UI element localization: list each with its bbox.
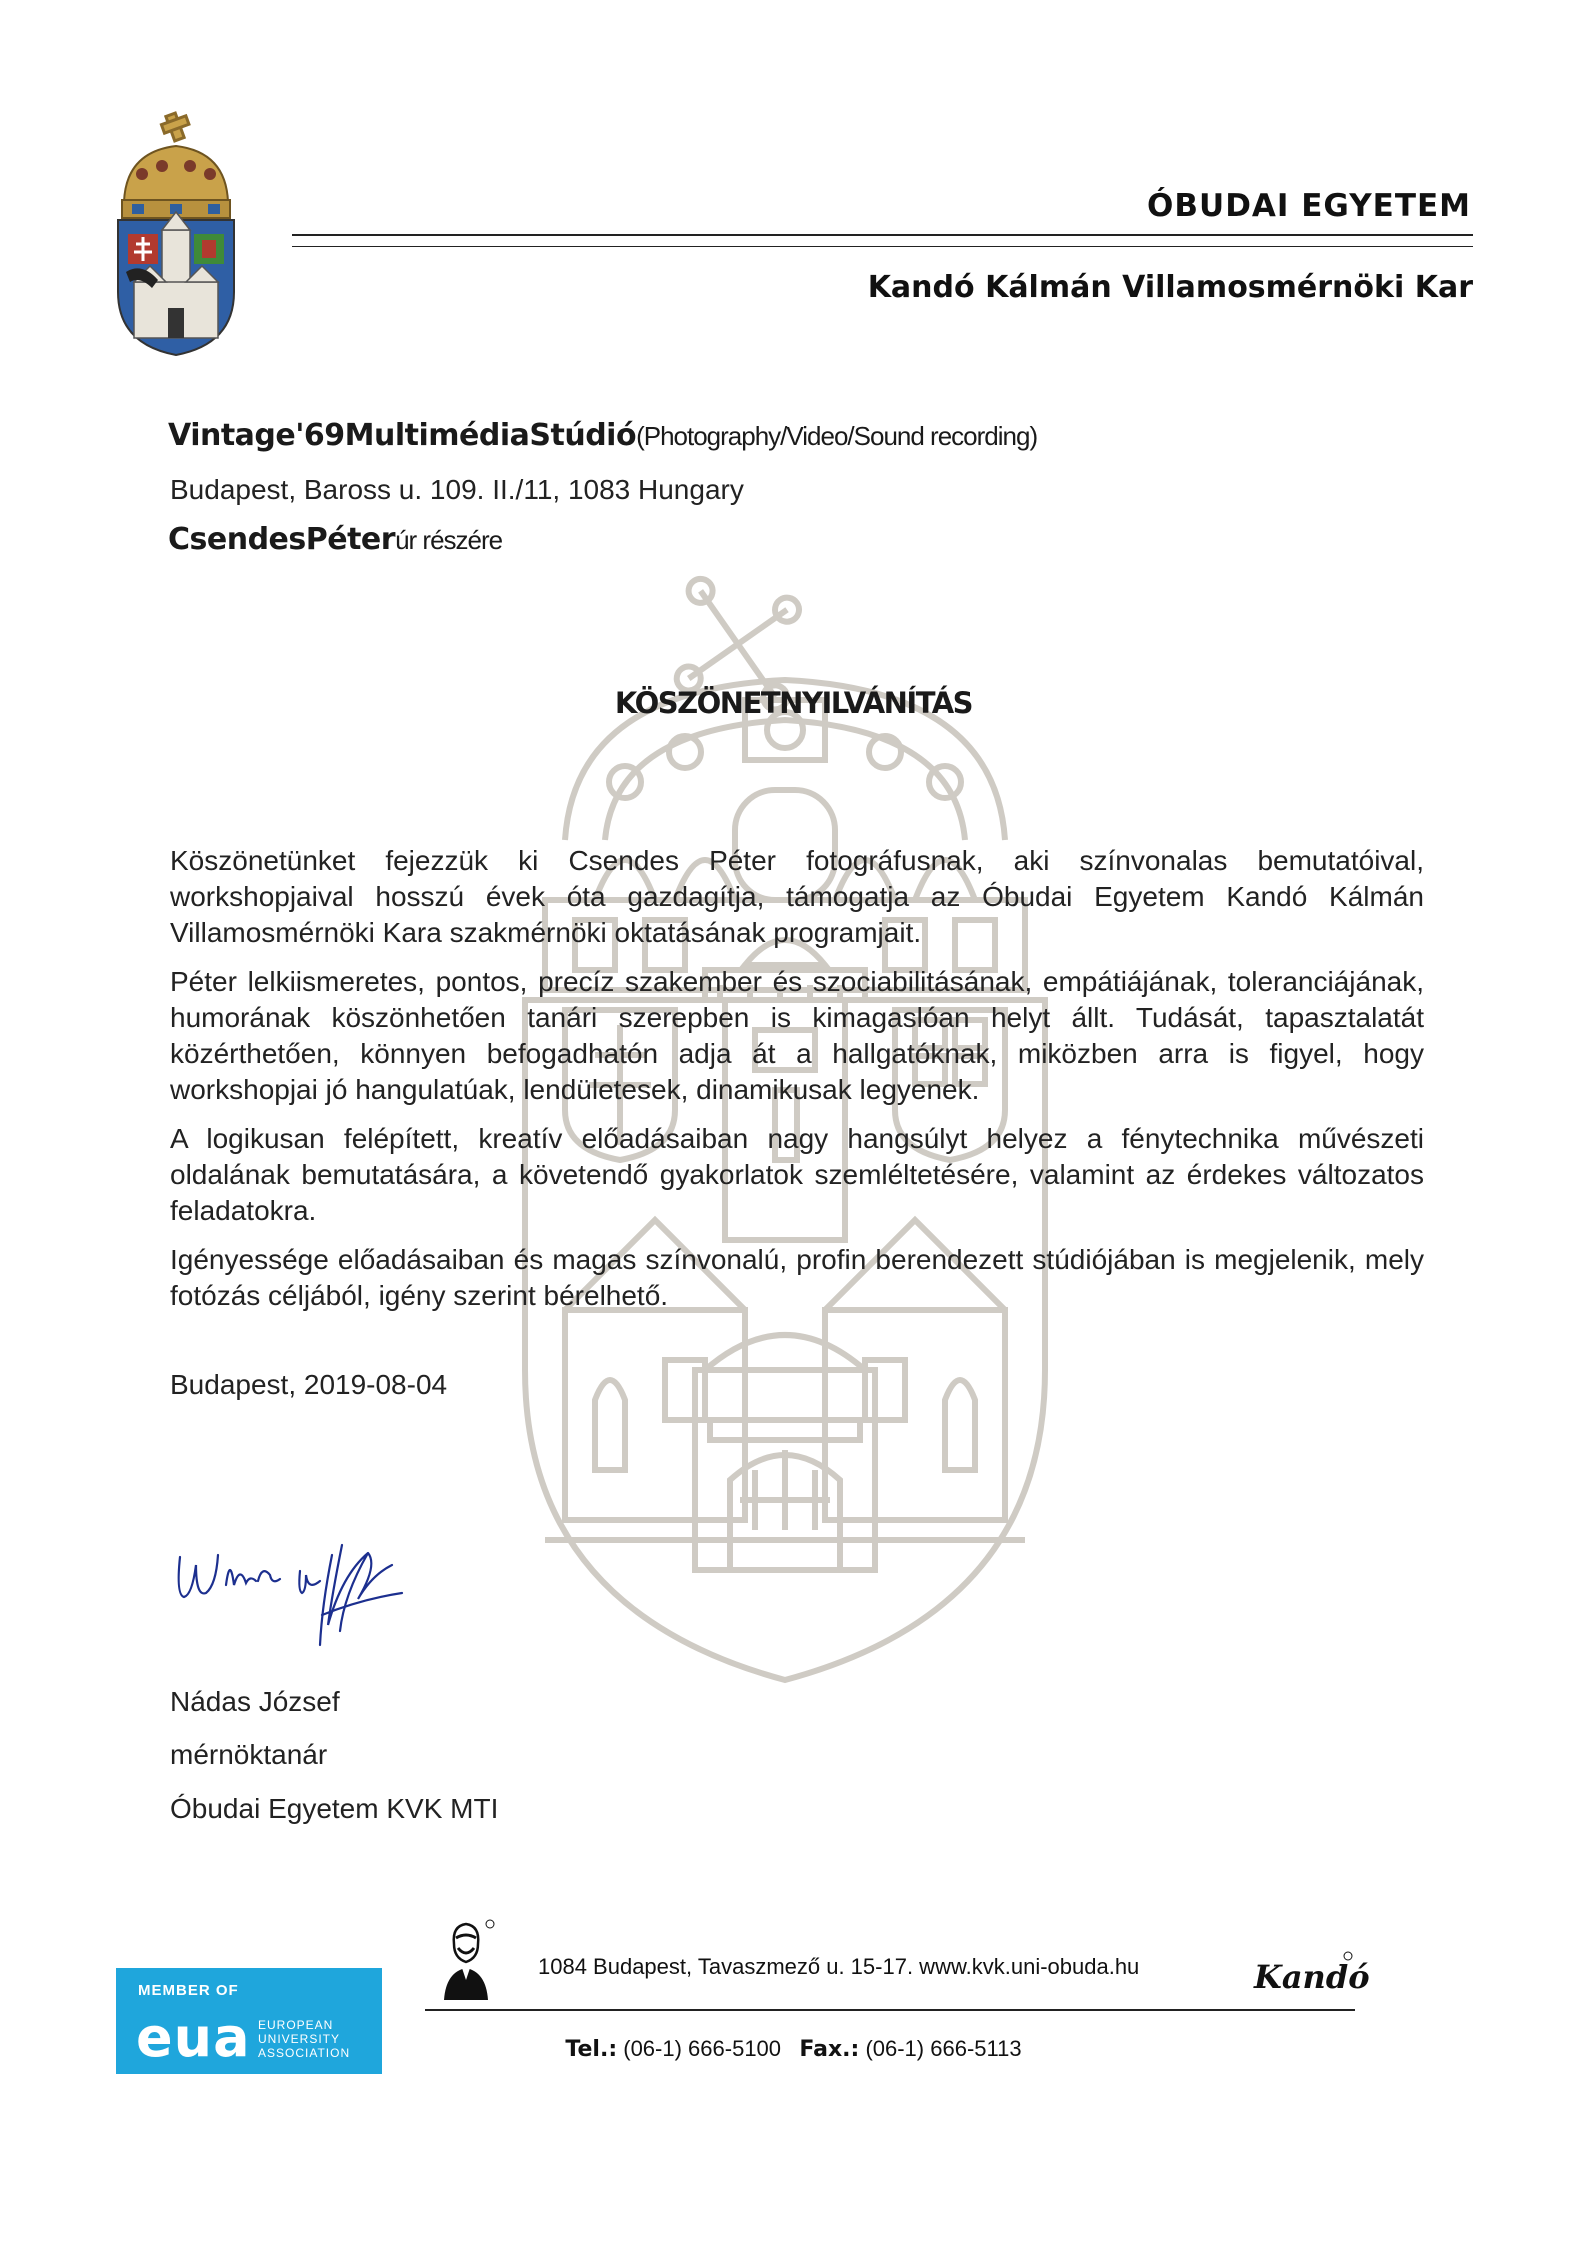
- recipient-name-note: úr részére: [395, 525, 503, 555]
- eua-member-label: MEMBER OF: [138, 1982, 239, 1999]
- faculty-name: Kandó Kálmán Villamosmérnöki Kar: [867, 270, 1473, 305]
- university-name: ÓBUDAI EGYETEM: [1147, 188, 1471, 224]
- recipient-name: [168, 522, 502, 557]
- letter-date: Budapest, 2019-08-04: [170, 1369, 448, 1400]
- eua-full-name: EUROPEAN UNIVERSITY ASSOCIATION: [258, 2018, 351, 2060]
- handwritten-signature: [172, 1535, 422, 1665]
- tel-label: Tel.:: [565, 2037, 618, 2062]
- kando-logo-text: Kandó: [1254, 1958, 1370, 1996]
- header-divider-thick: [292, 234, 1473, 236]
- letter-title: KÖSZÖNETNYILVÁNÍTÁS: [614, 686, 973, 720]
- signatory-name: Nádas József: [170, 1686, 340, 1717]
- recipient-name-bold: CsendesPéter: [168, 522, 396, 557]
- letter-paragraph: Köszönetünket fejezzük ki Csendes Péter fotográfusnak, aki színvonalas bemutatóival, workshopjaival hosszú évek óta gazdagítja, támogatja az Óbudai Egyetem Kandó Kálmán Villamosmérnöki Kara szakmérnöki oktatásának programjait.: [170, 845, 1424, 948]
- recipient-company: [168, 418, 1037, 453]
- signatory-org: Óbudai Egyetem KVK MTI: [170, 1793, 499, 1824]
- letter-paragraph: Péter lelkiismeretes, pontos, precíz szakember és szociabilitásának, empátiájának, toleranciájának, humorának köszönhetően tanári szerepben is kimagaslóan helyt állt. Tudását, tapasztalatát közérthetően, könnyen befogadhatón adja át a hallgatóknak, miközben arra is figyel, hogy workshopjai jó hangulatúak, lendületesek, dinamikusak legyenek.: [170, 966, 1424, 1105]
- fax-label: Fax.:: [799, 2037, 860, 2062]
- footer-address: 1084 Budapest, Tavaszmező u. 15-17. www.kvk.uni-obuda.hu: [538, 1954, 1140, 1979]
- kando-portrait-logo: [436, 1918, 496, 2000]
- signatory-role: mérnöktanár: [170, 1739, 328, 1770]
- letter-paragraph: A logikusan felépített, kreatív előadásaiban nagy hangsúlyt helyez a fénytechnika művészeti oldalának bemutatására, a követendő gyakorlatok szemléltetésére, valamint az érdekes változatos feladatokra.: [170, 1123, 1424, 1226]
- recipient-address: Budapest, Baross u. 109. II./11, 1083 Hungary: [170, 474, 744, 505]
- letter-body: [170, 843, 1424, 1327]
- recipient-company-note: (Photography/Video/Sound recording): [636, 421, 1038, 451]
- tel-value: (06-1) 666-5100: [623, 2036, 782, 2061]
- recipient-company-name: Vintage'69MultimédiaStúdió: [168, 418, 637, 453]
- letter-paragraph: Igényessége előadásaiban és magas színvonalú, profin berendezett stúdiójában is megjelenik, mely fotózás céljából, igény szerint bérelhető.: [170, 1244, 1424, 1311]
- fax-value: (06-1) 666-5113: [865, 2036, 1022, 2061]
- kando-signature-logo: [1252, 1948, 1370, 2000]
- footer-divider: [425, 2009, 1355, 2011]
- header-divider-thin: [292, 246, 1473, 247]
- footer-contact: [0, 2036, 1587, 2062]
- university-crest-logo: [112, 112, 240, 357]
- eua-logo-text: eua: [136, 2006, 251, 2069]
